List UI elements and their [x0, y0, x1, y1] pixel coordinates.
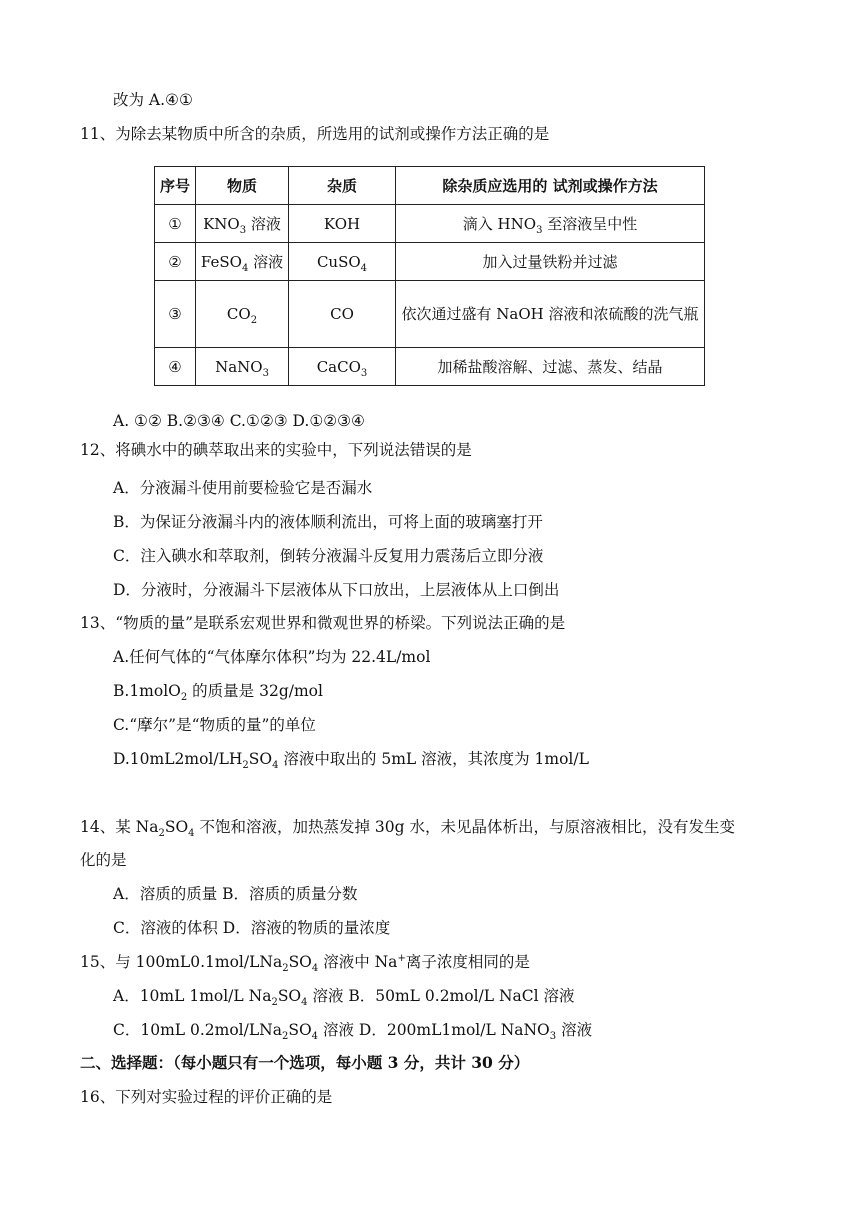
option-b: B.1molO$_2$ 的质量是 32g/mol: [113, 682, 323, 704]
option-d: $D.10mL2mol/LH_2SO_4$ 溶液中取出的 5mL 溶液，其浓度为 1mol/L: [113, 750, 589, 772]
row-number: ③: [155, 281, 196, 348]
section-heading: 二、选择题：（每小题只有一个选项，每小题 3 分，共计 30 分）: [80, 1053, 530, 1072]
option-a: A．分液漏斗使用前要检验它是否漏水: [113, 479, 373, 497]
substance-cell: FeSO$_4$ 溶液: [196, 243, 289, 281]
table-row: [155, 243, 705, 281]
method-cell: 加稀盐酸溶解、过滤、蒸发、结晶: [396, 348, 705, 386]
option-c: C．注入碘水和萃取剂，倒转分液漏斗反复用力震荡后立即分液: [113, 547, 544, 565]
question-11: 11、为除去某物质中所含的杂质，所选用的试剂或操作方法正确的是: [80, 125, 550, 143]
method-cell: 加入过量铁粉并过滤: [396, 243, 705, 281]
question-15: 15、与 $100mL0.1mol/LNa_2SO_4$ 溶液中 Na+离子浓度相同的是: [80, 952, 530, 975]
table-header: 除杂质应选用的 试剂或操作方法: [396, 167, 705, 205]
table-row: [155, 348, 705, 386]
question-14: 14、某 $Na_2SO_4$ 不饱和溶液，加热蒸发掉 30g 水，未见晶体析出，与原溶液相比，没有发生变: [80, 818, 735, 840]
table-header-row: [155, 167, 705, 205]
row-number: ①: [155, 205, 196, 243]
table-header: 物质: [196, 167, 289, 205]
text-line: 改为 A.④①: [113, 91, 193, 109]
method-cell: 依次通过盛有 NaOH 溶液和浓硫酸的洗气瓶: [396, 281, 705, 348]
table-header: 杂质: [289, 167, 396, 205]
options-cd: C．10mL $0.2mol/LNa_2SO_4$ 溶液 D．200mL1mol/L NaNO$_3$ 溶液: [113, 1021, 593, 1043]
question-12: 12、将碘水中的碘萃取出来的实验中，下列说法错误的是: [80, 441, 472, 459]
method-cell: 滴入 $HNO_3$ 至溶液呈中性: [396, 205, 705, 243]
question-16: 16、下列对实验过程的评价正确的是: [80, 1088, 333, 1106]
question-14-continued: 化的是: [80, 851, 127, 869]
options-ab: A．10mL 1mol/L $Na_2SO_4$ 溶液 B．50mL 0.2mol/L NaCl 溶液: [113, 987, 575, 1009]
impurity-cell: CO: [289, 281, 396, 348]
impurity-table: [154, 166, 705, 386]
substance-cell: $CO_2$: [196, 281, 289, 348]
table-row: [155, 281, 705, 348]
option-d: D．分液时，分液漏斗下层液体从下口放出，上层液体从上口倒出: [113, 581, 560, 599]
options-ab: A．溶质的质量 B．溶质的质量分数: [113, 885, 358, 903]
option-b: B．为保证分液漏斗内的液体顺利流出，可将上面的玻璃塞打开: [113, 513, 543, 531]
question-11-options: A. ①② B.②③④ C.①②③ D.①②③④: [113, 412, 365, 430]
options-cd: C．溶液的体积 D．溶液的物质的量浓度: [113, 919, 391, 937]
substance-cell: $KNO_3$ 溶液: [196, 205, 289, 243]
impurity-cell: KOH: [289, 205, 396, 243]
impurity-cell: CuSO$_4$: [289, 243, 396, 281]
row-number: ②: [155, 243, 196, 281]
option-a: A.任何气体的“气体摩尔体积”均为 22.4L/mol: [113, 648, 431, 666]
question-13: 13、“物质的量”是联系宏观世界和微观世界的桥梁。下列说法正确的是: [80, 614, 566, 632]
impurity-cell: CaCO$_3$: [289, 348, 396, 386]
row-number: ④: [155, 348, 196, 386]
option-c: C.“摩尔”是“物质的量”的单位: [113, 716, 316, 734]
table-header: 序号: [155, 167, 196, 205]
substance-cell: NaNO$_3$: [196, 348, 289, 386]
table-row: [155, 205, 705, 243]
